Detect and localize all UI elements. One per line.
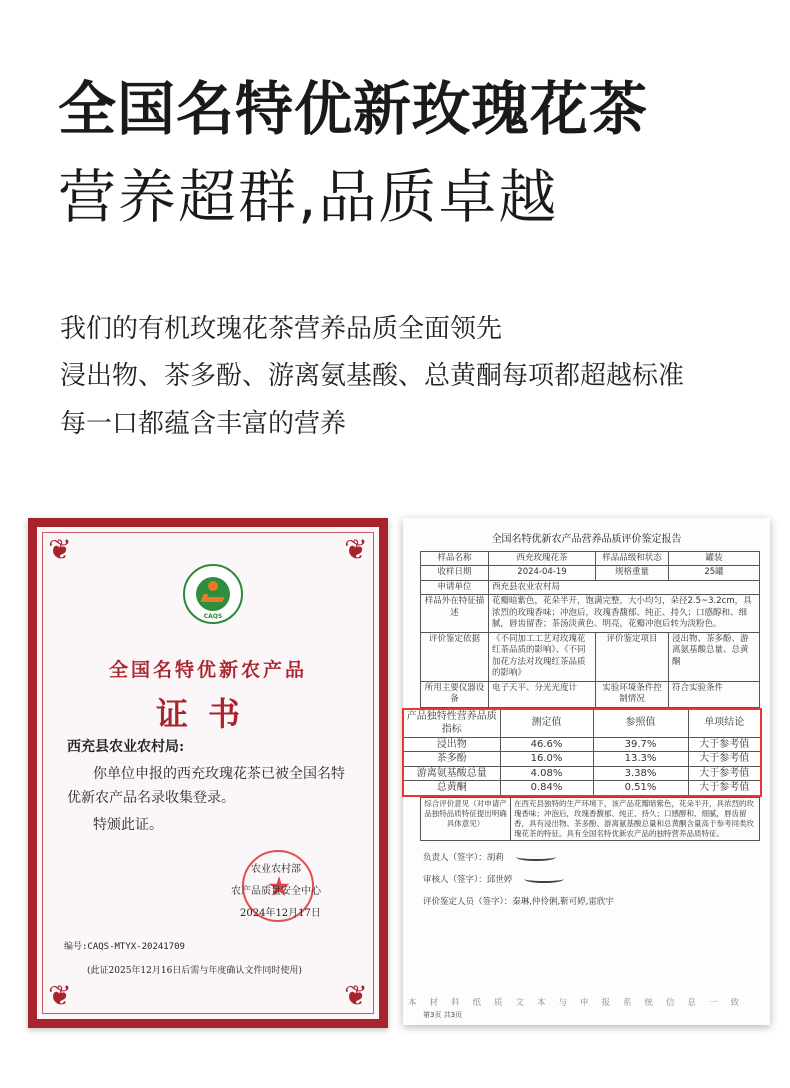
reviewer-label: 审核人（签字）：邱世婷 bbox=[423, 875, 513, 886]
column-header: 参照值 bbox=[593, 709, 688, 738]
value: 西充玫瑰花茶 bbox=[489, 552, 596, 566]
description-line: 浸出物、茶多酚、游离氨基酸、总黄酮每项都超越标准 bbox=[60, 361, 685, 391]
value: 2024-04-19 bbox=[489, 566, 596, 580]
label: 样品品级和状态 bbox=[596, 552, 669, 566]
value: 《不同加工工艺对玫瑰花红茶品质的影响》、《不同加花方法对玫瑰红茶品质的影响》 bbox=[489, 632, 596, 681]
value: 花瓣暗紫色，花朵半开，饱满完整，大小均匀，朵径2.5~3.2cm，具浓烈的玫瑰香味；冲泡后，玫瑰香馥郁、纯正、持久；口感醇和、细腻，唇齿留香；茶汤淡黄色、明亮，花瓣冲泡后转为淡粉色。 bbox=[489, 595, 760, 632]
cell: 茶多酚 bbox=[403, 752, 500, 767]
certificate-date: 2024年12月17日 bbox=[240, 908, 321, 919]
headline-line1: 全国名特优新玫瑰花茶 bbox=[58, 75, 649, 143]
label: 实验环境条件控制情况 bbox=[596, 681, 669, 707]
table-row bbox=[403, 766, 761, 781]
column-header: 产品独特性营养品质指标 bbox=[403, 709, 500, 738]
value: 罐装 bbox=[669, 552, 760, 566]
column-header: 单项结论 bbox=[688, 709, 761, 738]
value: 电子天平、分光光度计 bbox=[489, 681, 596, 707]
metrics-table-highlighted bbox=[402, 708, 762, 797]
ornament-icon: ❦ bbox=[344, 533, 368, 566]
certificate-subtitle: 证书 bbox=[155, 695, 260, 733]
cell: 大于参考值 bbox=[688, 752, 761, 767]
cell: 39.7% bbox=[593, 737, 688, 752]
certificate-issuer: 农业农村部 bbox=[251, 864, 301, 875]
ornament-icon: ❦ bbox=[48, 533, 72, 566]
cell: 0.84% bbox=[500, 781, 593, 796]
ornament-icon: ❦ bbox=[344, 979, 368, 1012]
opinion-table bbox=[420, 797, 760, 842]
certificate-note: (此证2025年12月16日后需与年度确认文件同时使用) bbox=[87, 966, 302, 976]
evaluation-report bbox=[403, 518, 770, 1025]
caqs-logo-icon: CAQS bbox=[183, 564, 243, 624]
certificate-body: 你单位申报的西充玫瑰花茶已被全国名特 bbox=[93, 766, 345, 782]
column-header: 测定值 bbox=[500, 709, 593, 738]
responsible-label: 负责人（签字）：胡莉 bbox=[423, 853, 504, 864]
responsible-signature bbox=[423, 851, 770, 863]
value: 符合实验条件 bbox=[669, 681, 760, 707]
certificate-number: 编号:CAQS-MTYX-20241709 bbox=[64, 942, 185, 952]
certificate bbox=[28, 518, 388, 1028]
cell: 总黄酮 bbox=[403, 781, 500, 796]
cell: 游离氨基酸总量 bbox=[403, 766, 500, 781]
info-table bbox=[420, 551, 760, 708]
reviewer-signature bbox=[423, 873, 770, 885]
table-row bbox=[403, 781, 761, 796]
description-line: 每一口都蕴含丰富的营养 bbox=[60, 409, 347, 439]
evaluators-signature bbox=[423, 895, 770, 907]
value: 25罐 bbox=[669, 566, 760, 580]
handwritten-signature-icon bbox=[516, 853, 556, 861]
label: 所用主要仪器设备 bbox=[421, 681, 489, 707]
page-number: 第3页 共3页 bbox=[423, 1011, 463, 1019]
cell: 0.51% bbox=[593, 781, 688, 796]
certificate-addressee: 西充县农业农村局: bbox=[67, 739, 185, 755]
cell: 13.3% bbox=[593, 752, 688, 767]
report-title: 全国名特优新农产品营养品质评价鉴定报告 bbox=[491, 534, 682, 545]
label: 评价鉴定项目 bbox=[596, 632, 669, 681]
value: 西充县农业农村局 bbox=[489, 580, 760, 594]
headline-line2: 营养超群,品质卓越 bbox=[58, 163, 559, 231]
label: 样品名称 bbox=[421, 552, 489, 566]
report-footer: 本材料纸质文本与申报系统信息一致 bbox=[408, 998, 753, 1008]
cell: 大于参考值 bbox=[688, 781, 761, 796]
description-line: 我们的有机玫瑰花茶营养品质全面领先 bbox=[60, 314, 503, 344]
handwritten-signature-icon bbox=[524, 875, 564, 883]
certificate-title: 全国名特优新农产品 bbox=[108, 659, 307, 681]
ornament-icon: ❦ bbox=[48, 979, 72, 1012]
cell: 4.08% bbox=[500, 766, 593, 781]
table-row bbox=[403, 752, 761, 767]
label: 规格重量 bbox=[596, 566, 669, 580]
opinion-text: 在西充县独特的生产环境下，该产品花瓣暗紫色，花朵半开，具浓烈的玫瑰香味；冲泡后，玫瑰香馥郁、纯正、持久；口感醇和、细腻，唇齿留香，具有浸出物、茶多酚、游离氨基酸总量和总黄酮含量高于参考同类玫瑰花茶的特征。具有全国名特优新农产品的独特营养品质特征。 bbox=[511, 797, 760, 841]
value: 浸出物、茶多酚、游离氨基酸总量、总黄酮 bbox=[669, 632, 760, 681]
opinion-label: 综合评价意见（对申请产品独特品质特征提出明确具体意见） bbox=[421, 797, 511, 841]
table-row bbox=[403, 737, 761, 752]
cell: 大于参考值 bbox=[688, 737, 761, 752]
cell: 浸出物 bbox=[403, 737, 500, 752]
evaluators-label: 评价鉴定人员（签字）：秦琳,仲伶俐,靳可婷,雷欣宇 bbox=[423, 897, 614, 908]
label: 评价鉴定依据 bbox=[421, 632, 489, 681]
certificate-closing: 特颁此证。 bbox=[93, 817, 163, 833]
label: 申请单位 bbox=[421, 580, 489, 594]
label: 收样日期 bbox=[421, 566, 489, 580]
cell: 大于参考值 bbox=[688, 766, 761, 781]
label: 样品外在特征描述 bbox=[421, 595, 489, 632]
cell: 3.38% bbox=[593, 766, 688, 781]
cell: 16.0% bbox=[500, 752, 593, 767]
certificate-issuer: 农产品质量安全中心 bbox=[231, 886, 321, 897]
certificate-body: 优新农产品名录收集登录。 bbox=[67, 790, 235, 806]
cell: 46.6% bbox=[500, 737, 593, 752]
